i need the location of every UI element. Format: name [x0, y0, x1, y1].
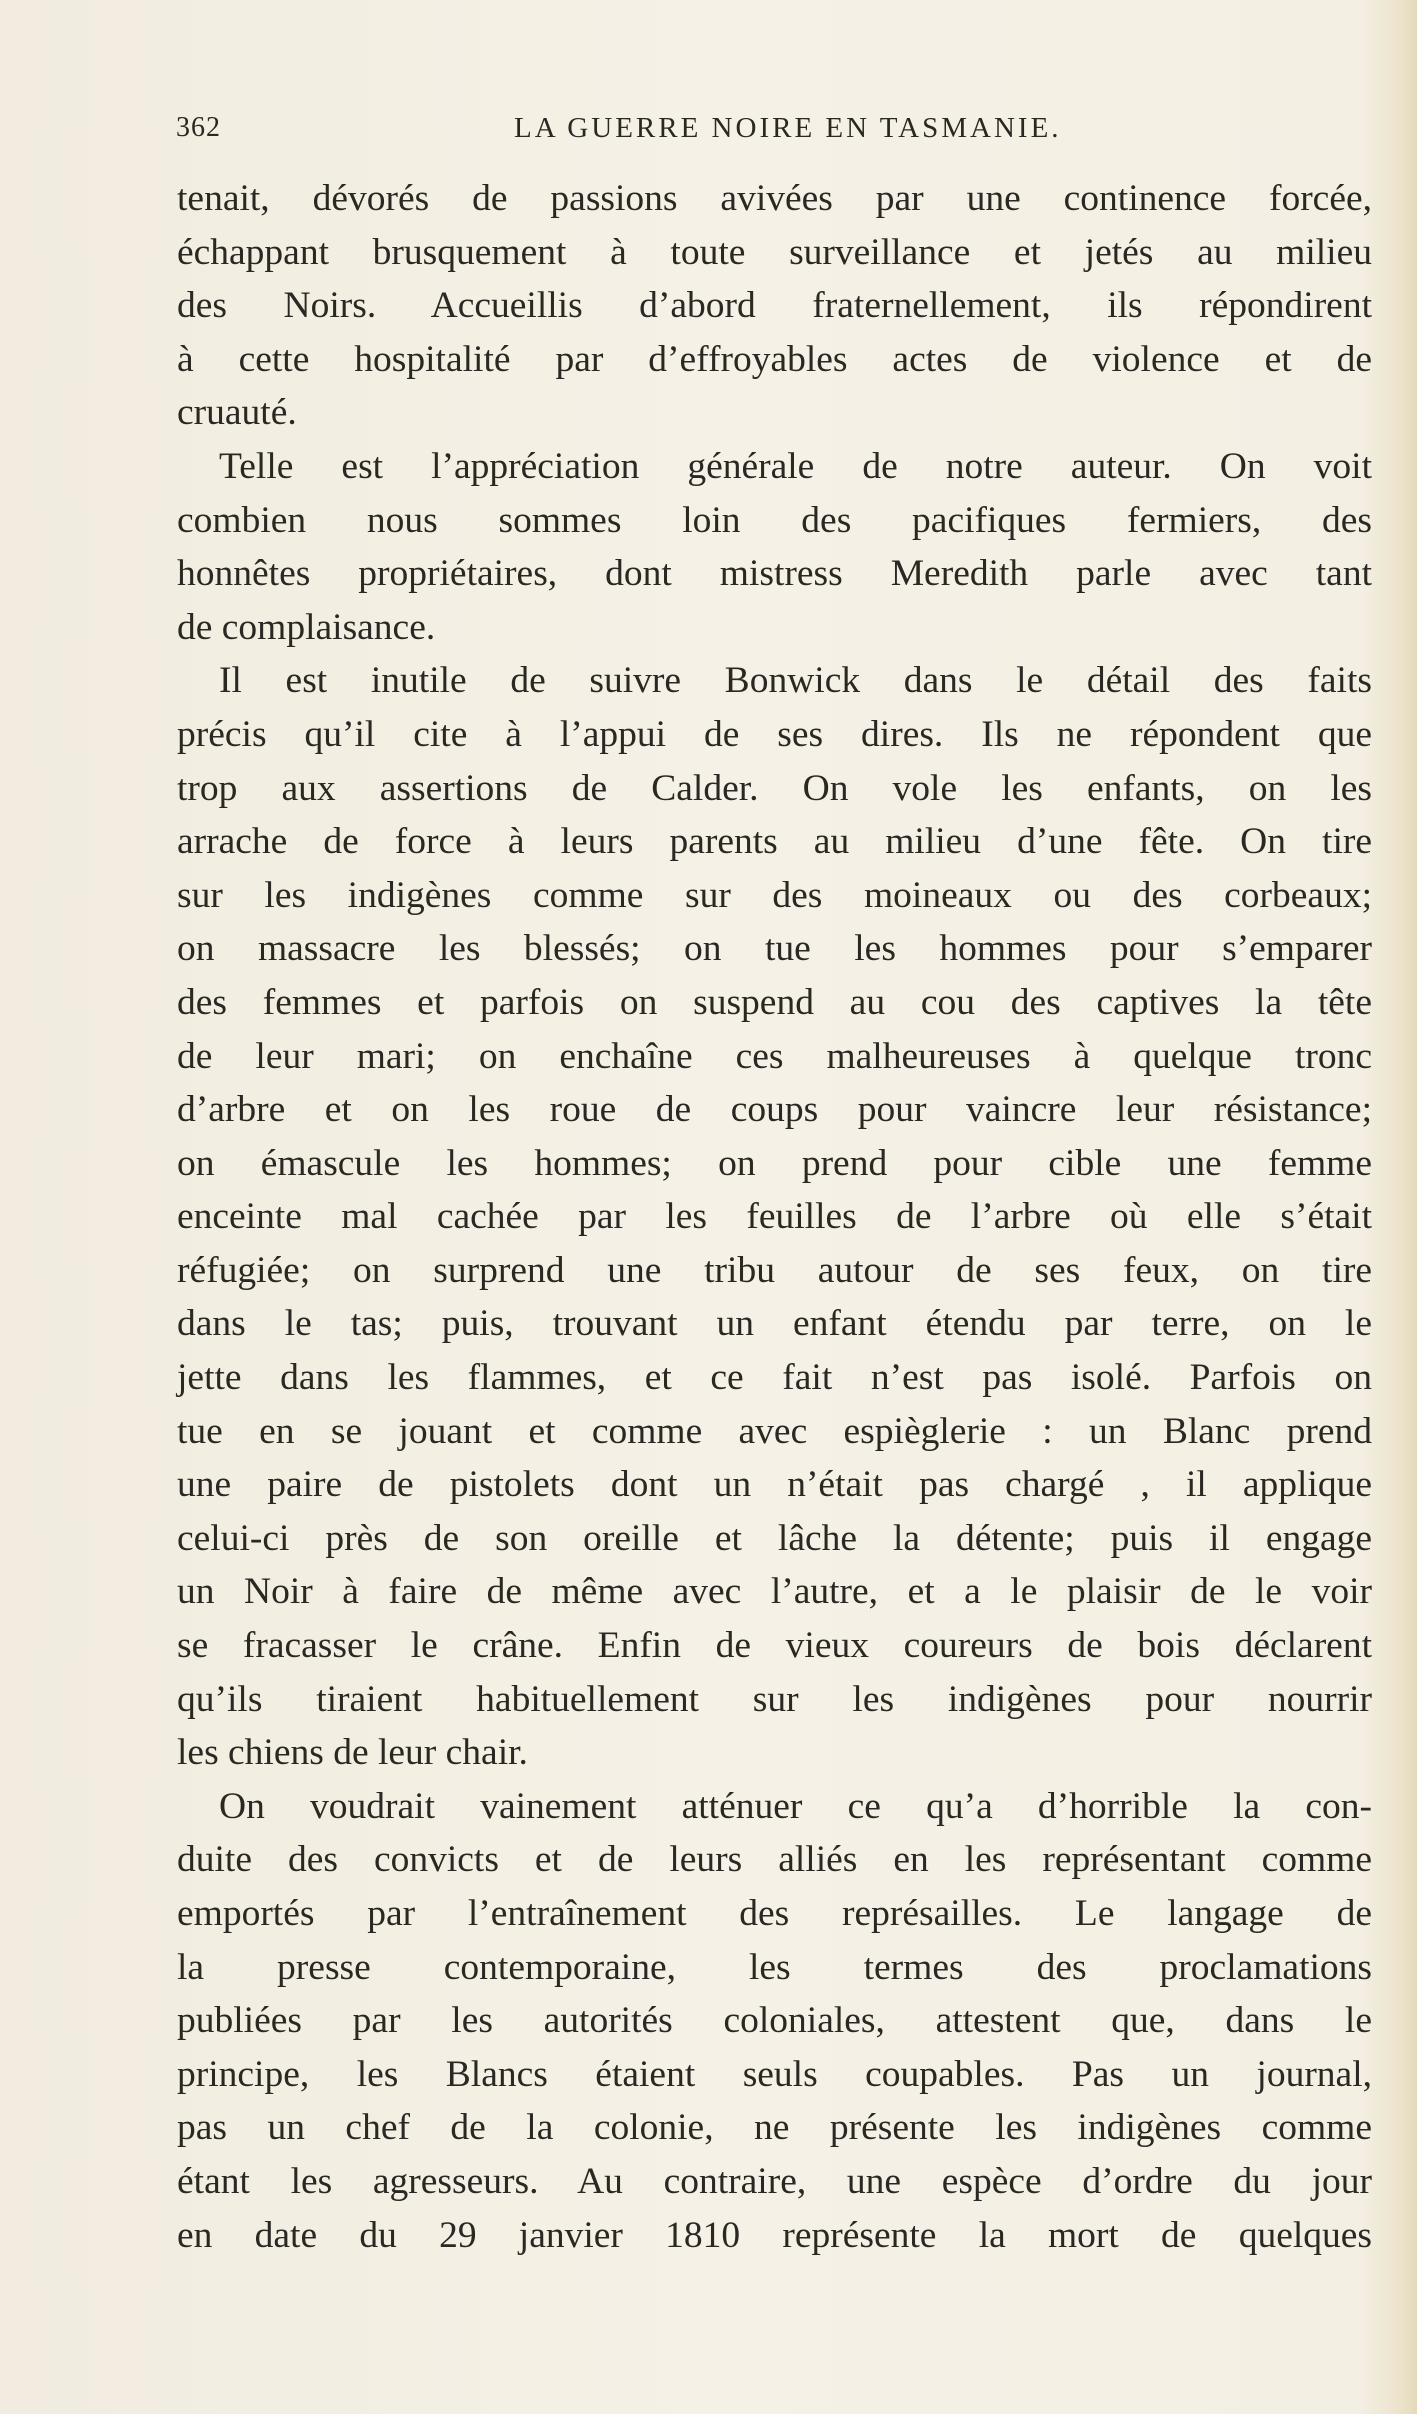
text-line: de leur mari; on enchaîne ces malheureuses à quelque tronc [177, 1035, 1372, 1077]
text-line: Telle est l’appréciation générale de notre auteur. On voit [219, 445, 1372, 487]
text-line: des femmes et parfois on suspend au cou des captives la tête [177, 981, 1372, 1023]
text-line: échappant brusquement à toute surveillance et jetés au milieu [177, 231, 1372, 273]
page-number: 362 [176, 112, 221, 143]
text-line: publiées par les autorités coloniales, attestent que, dans le [177, 2000, 1372, 2042]
text-line: on émascule les hommes; on prend pour cible une femme [177, 1142, 1372, 1184]
text-line: enceinte mal cachée par les feuilles de l’arbre où elle s’était [177, 1196, 1372, 1238]
text-line: Il est inutile de suivre Bonwick dans le détail des faits [219, 660, 1372, 702]
text-line: la presse contemporaine, les termes des proclamations [177, 1946, 1372, 1988]
text-line: dans le tas; puis, trouvant un enfant étendu par terre, on le [177, 1303, 1372, 1345]
text-line: précis qu’il cite à l’appui de ses dires. Ils ne répondent que [177, 713, 1372, 755]
text-line: en date du 29 janvier 1810 représente la mort de quelques [177, 2214, 1372, 2256]
text-line: arrache de force à leurs parents au milieu d’une fête. On tire [177, 821, 1372, 863]
body-text [177, 172, 1372, 2262]
text-line: d’arbre et on les roue de coups pour vaincre leur résistance; [177, 1089, 1372, 1131]
text-line: une paire de pistolets dont un n’était pas chargé , il applique [177, 1464, 1372, 1506]
text-line: un Noir à faire de même avec l’autre, et a le plaisir de le voir [177, 1571, 1372, 1613]
running-title: LA GUERRE NOIRE EN TASMANIE. [514, 112, 1062, 144]
text-line: réfugiée; on surprend une tribu autour de ses feux, on tire [177, 1249, 1372, 1291]
text-line: On voudrait vainement atténuer ce qu’a d’horrible la con- [219, 1785, 1372, 1827]
text-line: se fracasser le crâne. Enfin de vieux coureurs de bois déclarent [177, 1625, 1372, 1667]
text-line: cruauté. [177, 392, 297, 434]
text-line: tue en se jouant et comme avec espièglerie : un Blanc prend [177, 1410, 1372, 1452]
text-line: étant les agresseurs. Au contraire, une espèce d’ordre du jour [177, 2160, 1372, 2202]
text-line: principe, les Blancs étaient seuls coupables. Pas un journal, [177, 2053, 1372, 2095]
text-line: de complaisance. [177, 606, 436, 648]
text-line: honnêtes propriétaires, dont mistress Meredith parle avec tant [177, 553, 1372, 595]
text-line: combien nous sommes loin des pacifiques fermiers, des [177, 499, 1372, 541]
text-line: trop aux assertions de Calder. On vole les enfants, on les [177, 767, 1372, 809]
page-header [176, 112, 1371, 152]
text-line: à cette hospitalité par d’effroyables actes de violence et de [177, 338, 1372, 380]
text-line: duite des convicts et de leurs alliés en les représentant comme [177, 1839, 1372, 1881]
text-line: qu’ils tiraient habituellement sur les indigènes pour nourrir [177, 1678, 1372, 1720]
text-line: celui-ci près de son oreille et lâche la détente; puis il engage [177, 1517, 1372, 1559]
text-line: sur les indigènes comme sur des moineaux ou des corbeaux; [177, 874, 1372, 916]
text-line: tenait, dévorés de passions avivées par une continence forcée, [177, 178, 1372, 219]
text-line: jette dans les flammes, et ce fait n’est pas isolé. Parfois on [177, 1357, 1372, 1399]
text-line: on massacre les blessés; on tue les hommes pour s’emparer [177, 928, 1372, 970]
text-line: emportés par l’entraînement des représailles. Le langage de [177, 1893, 1372, 1934]
text-line: des Noirs. Accueillis d’abord fraternellement, ils répondirent [177, 285, 1372, 327]
text-line: les chiens de leur chair. [177, 1732, 528, 1774]
text-line: pas un chef de la colonie, ne présente les indigènes comme [177, 2107, 1372, 2149]
